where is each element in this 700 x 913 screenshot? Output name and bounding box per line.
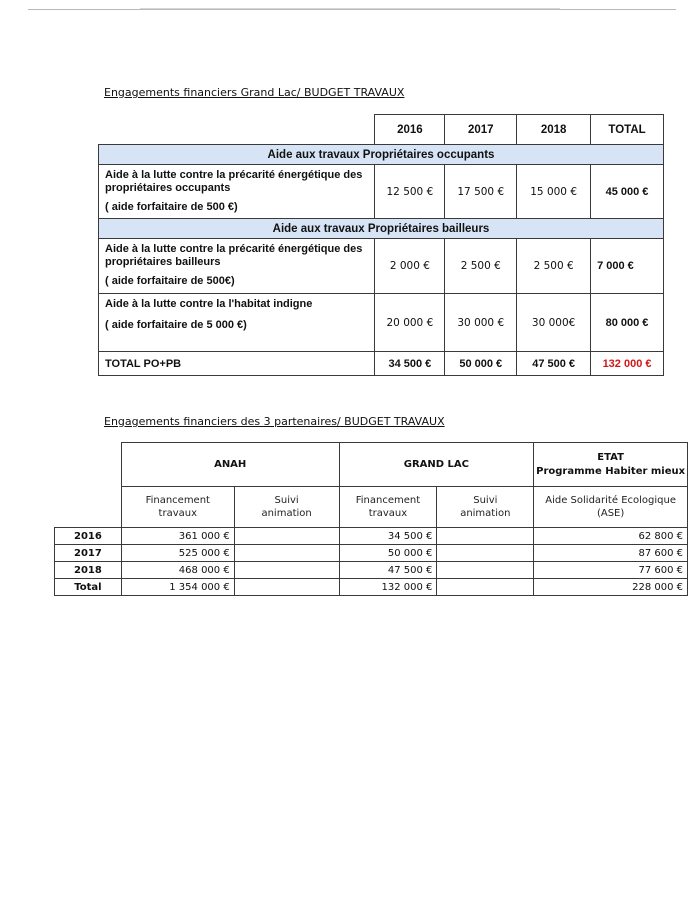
section2-title: Engagements financiers des 3 partenaires/ BUDGET TRAVAUX bbox=[104, 415, 445, 428]
total-cell: 45 000 € bbox=[591, 165, 664, 219]
value-cell: 2 500 € bbox=[517, 239, 591, 294]
value-cell: 2 500 € bbox=[445, 239, 517, 294]
year-cell: 2018 bbox=[55, 562, 122, 579]
subheader-text: animation bbox=[460, 508, 511, 519]
empty-corner-cell bbox=[55, 443, 122, 528]
gl-suivi-cell bbox=[437, 562, 534, 579]
header-total: TOTAL bbox=[591, 115, 664, 145]
year-cell: 2017 bbox=[55, 545, 122, 562]
table-row bbox=[55, 545, 688, 562]
gl-financement-cell: 47 500 € bbox=[339, 562, 437, 579]
group-etat bbox=[534, 443, 688, 487]
gl-suivi-cell bbox=[437, 528, 534, 545]
row-pb-note: ( aide forfaitaire de 500€) bbox=[105, 275, 235, 287]
gl-financement-cell: 34 500 € bbox=[339, 528, 437, 545]
anah-financement-cell: 468 000 € bbox=[121, 562, 234, 579]
table-row bbox=[55, 579, 688, 596]
value-cell: 20 000 € bbox=[375, 294, 445, 352]
partners-budget-table bbox=[54, 442, 688, 596]
subheader-gl-financement bbox=[339, 487, 437, 528]
band-bailleurs: Aide aux travaux Propriétaires bailleurs bbox=[99, 219, 664, 239]
anah-suivi-cell bbox=[234, 579, 339, 596]
etat-cell: 228 000 € bbox=[534, 579, 688, 596]
grand-total-value: 50 000 € bbox=[445, 352, 517, 376]
anah-financement-cell: 1 354 000 € bbox=[121, 579, 234, 596]
grand-total-value: 34 500 € bbox=[375, 352, 445, 376]
row-label bbox=[99, 239, 375, 294]
header-2017: 2017 bbox=[445, 115, 517, 145]
group-grand-lac: GRAND LAC bbox=[339, 443, 534, 487]
group-etat-line2: Programme Habiter mieux bbox=[536, 465, 686, 477]
value-cell: 30 000 € bbox=[445, 294, 517, 352]
subheader-anah-suivi bbox=[234, 487, 339, 528]
gl-financement-cell: 50 000 € bbox=[339, 545, 437, 562]
etat-cell: 62 800 € bbox=[534, 528, 688, 545]
header-2018: 2018 bbox=[517, 115, 591, 145]
table-header-row bbox=[99, 115, 664, 145]
subheader-text: Financement bbox=[355, 495, 421, 506]
band-row bbox=[99, 145, 664, 165]
scan-edge-line bbox=[140, 8, 560, 9]
subheader-ase bbox=[534, 487, 688, 528]
subheader-text: animation bbox=[261, 508, 312, 519]
anah-suivi-cell bbox=[234, 562, 339, 579]
header-2016: 2016 bbox=[375, 115, 445, 145]
gl-suivi-cell bbox=[437, 579, 534, 596]
etat-cell: 77 600 € bbox=[534, 562, 688, 579]
empty-corner-cell bbox=[99, 115, 375, 145]
gl-financement-cell: 132 000 € bbox=[339, 579, 437, 596]
table-row bbox=[55, 528, 688, 545]
table-row bbox=[99, 294, 664, 352]
value-cell: 15 000 € bbox=[517, 165, 591, 219]
year-cell: Total bbox=[55, 579, 122, 596]
section1-title: Engagements financiers Grand Lac/ BUDGET TRAVAUX bbox=[104, 86, 405, 99]
grand-total-sum: 132 000 € bbox=[591, 352, 664, 376]
subheader-text: Suivi bbox=[274, 495, 299, 506]
table-row bbox=[99, 165, 664, 219]
group-etat-line1: ETAT bbox=[597, 451, 624, 463]
grand-lac-budget-table bbox=[98, 114, 664, 376]
row-label bbox=[99, 165, 375, 219]
anah-financement-cell: 525 000 € bbox=[121, 545, 234, 562]
value-cell: 2 000 € bbox=[375, 239, 445, 294]
row-indigne-label: Aide à la lutte contre la l'habitat indigne bbox=[105, 298, 313, 310]
total-cell: 7 000 € bbox=[591, 239, 664, 294]
row-indigne-note: ( aide forfaitaire de 5 000 €) bbox=[105, 319, 247, 331]
band-occupants: Aide aux travaux Propriétaires occupants bbox=[99, 145, 664, 165]
subheader-text: Aide Solidarité Ecologique bbox=[545, 495, 676, 506]
subheader-text: Financement bbox=[145, 495, 210, 506]
value-cell: 12 500 € bbox=[375, 165, 445, 219]
value-cell: 17 500 € bbox=[445, 165, 517, 219]
row-pb-label: Aide à la lutte contre la précarité énergétique des propriétaires bailleurs bbox=[105, 243, 363, 268]
row-label bbox=[99, 294, 375, 352]
subheader-text: travaux bbox=[368, 508, 408, 519]
band-row bbox=[99, 219, 664, 239]
grand-total-value: 47 500 € bbox=[517, 352, 591, 376]
anah-suivi-cell bbox=[234, 528, 339, 545]
table-row bbox=[55, 562, 688, 579]
row-po-label: Aide à la lutte contre la précarité énergétique des propriétaires occupants bbox=[105, 169, 363, 194]
subheader-row bbox=[55, 487, 688, 528]
table-row bbox=[99, 239, 664, 294]
subheader-text: travaux bbox=[158, 508, 198, 519]
subheader-text: (ASE) bbox=[596, 508, 625, 519]
etat-cell: 87 600 € bbox=[534, 545, 688, 562]
scan-edge-line bbox=[28, 9, 676, 10]
gl-suivi-cell bbox=[437, 545, 534, 562]
subheader-gl-suivi bbox=[437, 487, 534, 528]
subheader-text: Suivi bbox=[473, 495, 498, 506]
anah-suivi-cell bbox=[234, 545, 339, 562]
grand-total-label: TOTAL PO+PB bbox=[99, 352, 375, 376]
group-anah: ANAH bbox=[121, 443, 339, 487]
total-cell: 80 000 € bbox=[591, 294, 664, 352]
grand-total-row bbox=[99, 352, 664, 376]
year-cell: 2016 bbox=[55, 528, 122, 545]
subheader-anah-financement bbox=[121, 487, 234, 528]
group-header-row bbox=[55, 443, 688, 487]
row-po-note: ( aide forfaitaire de 500 €) bbox=[105, 201, 238, 213]
anah-financement-cell: 361 000 € bbox=[121, 528, 234, 545]
value-cell: 30 000€ bbox=[517, 294, 591, 352]
